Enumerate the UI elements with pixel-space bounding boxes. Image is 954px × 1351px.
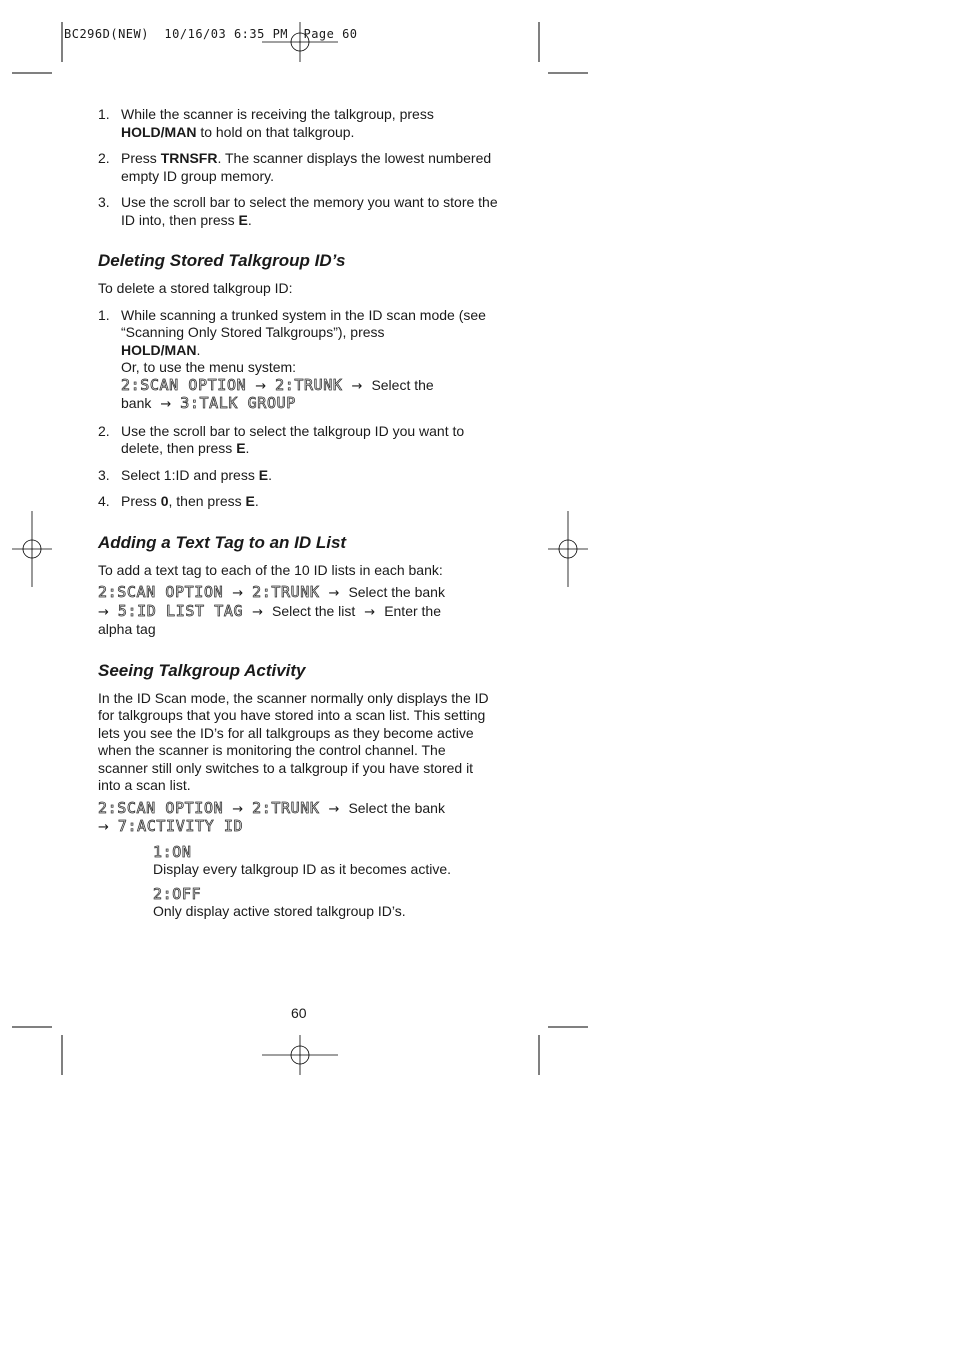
- registration-mark-bottom: [262, 1035, 338, 1075]
- menu-path: 2:SCAN OPTION → 2:TRUNK → Select the bank → 5:ID LIST TAG → Select the list → Enter the alpha tag: [98, 583, 445, 637]
- list-item: 1. While the scanner is receiving the talkgroup, press HOLD/MAN to hold on that talkgroup.: [98, 106, 434, 140]
- page-content: [98, 106, 498, 921]
- arrow-icon: →: [328, 586, 340, 601]
- lcd-text: 2:TRUNK: [252, 583, 320, 601]
- arrow-icon: →: [252, 604, 264, 620]
- lcd-text: 2:TRUNK: [252, 798, 320, 817]
- lcd-text: 2:OFF: [153, 884, 202, 903]
- arrow-icon: →: [328, 801, 340, 817]
- print-slug: BC296D(NEW) 10/16/03 6:35 PM Page 60: [64, 27, 358, 41]
- lcd-text: 2:SCAN OPTION: [98, 583, 224, 601]
- list-item: 3. Select 1:ID and press E.: [98, 466, 272, 483]
- lcd-text: 5:ID LIST TAG: [117, 601, 244, 620]
- arrow-icon: →: [98, 604, 109, 620]
- lcd-text: 2:SCAN OPTION: [121, 375, 247, 394]
- section-intro: To delete a stored talkgroup ID:: [98, 280, 293, 296]
- arrow-icon: →: [98, 820, 109, 835]
- list-item: 3. Use the scroll bar to select the memory you want to store the ID into, then press E.: [98, 194, 498, 228]
- lcd-text: 1:ON: [153, 842, 192, 861]
- arrow-icon: →: [160, 397, 172, 412]
- option-on: 1:ON Display every talkgroup ID as it becomes active.: [153, 842, 452, 877]
- list-item: 2. Use the scroll bar to select the talkgroup ID you want to delete, then press E.: [98, 422, 465, 456]
- menu-path: 2:SCAN OPTION → 2:TRUNK → Select the bank → 7:ACTIVITY ID: [98, 798, 445, 835]
- arrow-icon: →: [364, 604, 376, 620]
- section-heading-seeing: Seeing Talkgroup Activity: [98, 660, 306, 680]
- list-item: 1. While scanning a trunked system in the ID scan mode (see “Scanning Only Stored Talkgroups”), press HOLD/MAN. Or, to use the menu system: 2:SCAN OPTION → 2:TRUNK → Select the bank → 3:TALK GROUP: [98, 306, 486, 412]
- lcd-text: 2:TRUNK: [275, 375, 343, 394]
- list-item: 4. Press 0, then press E.: [98, 493, 259, 509]
- section-heading-deleting: Deleting Stored Talkgroup ID’s: [98, 251, 346, 270]
- page-number: 60: [291, 1005, 307, 1021]
- option-off: 2:OFF Only display active stored talkgroup ID’s.: [153, 884, 406, 919]
- section-intro: To add a text tag to each of the 10 ID lists in each bank:: [98, 561, 443, 578]
- section-body: In the ID Scan mode, the scanner normally only displays the ID for talkgroups that you have stored into a scan list. This setting lets you see the ID’s for all talkgroups as they become active when the scanner is monitoring the control channel. The scanner still only switches to a talkgroup if you have stored it into a scan list.: [98, 689, 489, 793]
- lcd-text: 3:TALK GROUP: [180, 394, 296, 412]
- lcd-text: 2:SCAN OPTION: [98, 798, 224, 817]
- arrow-icon: →: [255, 378, 267, 394]
- lcd-text: 7:ACTIVITY ID: [117, 817, 244, 835]
- arrow-icon: →: [232, 586, 244, 601]
- registration-mark-left: [12, 511, 52, 587]
- list-item: 2. Press TRNSFR. The scanner displays the lowest numbered empty ID group memory.: [98, 150, 492, 184]
- arrow-icon: →: [232, 801, 244, 817]
- arrow-icon: →: [351, 378, 363, 394]
- registration-mark-right: [548, 511, 588, 587]
- section-heading-adding: Adding a Text Tag to an ID List: [98, 532, 347, 552]
